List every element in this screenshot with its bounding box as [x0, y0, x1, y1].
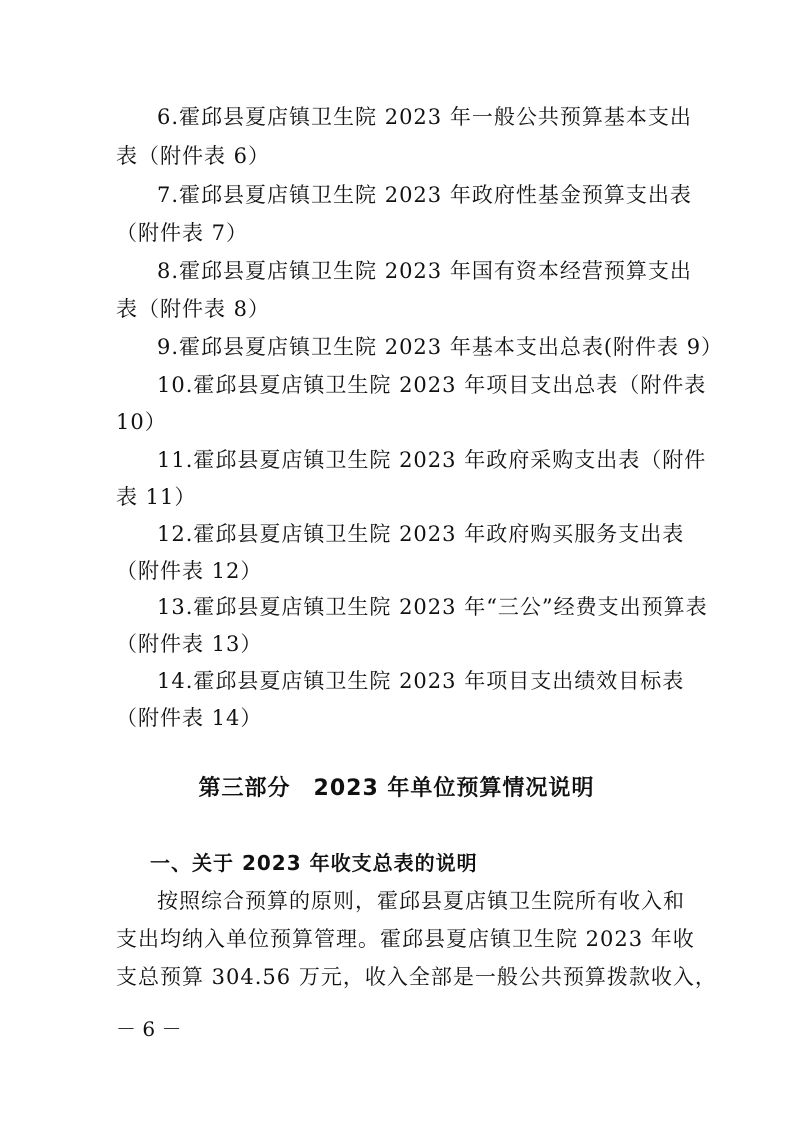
attachment-10-line1: 10.霍邱县夏店镇卫生院 2023 年项目支出总表（附件表	[157, 373, 707, 397]
attachment-8-line1: 8.霍邱县夏店镇卫生院 2023 年国有资本经营预算支出	[157, 259, 692, 283]
attachment-14-line1: 14.霍邱县夏店镇卫生院 2023 年项目支出绩效目标表	[157, 669, 685, 693]
attachment-12-line2: （附件表 12）	[116, 559, 263, 583]
attachment-8-line2: 表（附件表 8）	[116, 297, 271, 321]
section-title: 第三部分 2023 年单位预算情况说明	[198, 776, 595, 801]
attachment-6-line1: 6.霍邱县夏店镇卫生院 2023 年一般公共预算基本支出	[157, 105, 692, 129]
body-line-3: 支总预算 304.56 万元，收入全部是一般公共预算拨款收入，	[116, 965, 717, 989]
attachment-11-line1: 11.霍邱县夏店镇卫生院 2023 年政府采购支出表（附件	[157, 448, 707, 472]
body-line-2: 支出均纳入单位预算管理。霍邱县夏店镇卫生院 2023 年收	[116, 927, 695, 951]
attachment-13-line1: 13.霍邱县夏店镇卫生院 2023 年“三公”经费支出预算表	[157, 595, 708, 619]
page-number: － 6 －	[116, 1017, 182, 1041]
attachment-7-line1: 7.霍邱县夏店镇卫生院 2023 年政府性基金预算支出表	[157, 183, 692, 207]
attachment-14-line2: （附件表 14）	[116, 706, 263, 730]
attachment-6-line2: 表（附件表 6）	[116, 144, 271, 168]
attachment-11-line2: 表 11）	[116, 485, 197, 509]
attachment-12-line1: 12.霍邱县夏店镇卫生院 2023 年政府购买服务支出表	[157, 522, 685, 546]
attachment-10-line2: 10）	[116, 410, 167, 434]
body-line-1: 按照综合预算的原则，霍邱县夏店镇卫生院所有收入和	[157, 889, 685, 913]
attachment-7-line2: （附件表 7）	[116, 221, 249, 245]
attachment-13-line2: （附件表 13）	[116, 632, 263, 656]
attachment-9-line1: 9.霍邱县夏店镇卫生院 2023 年基本支出总表(附件表 9）	[157, 335, 724, 359]
subsection-title: 一、关于 2023 年收支总表的说明	[150, 851, 478, 875]
